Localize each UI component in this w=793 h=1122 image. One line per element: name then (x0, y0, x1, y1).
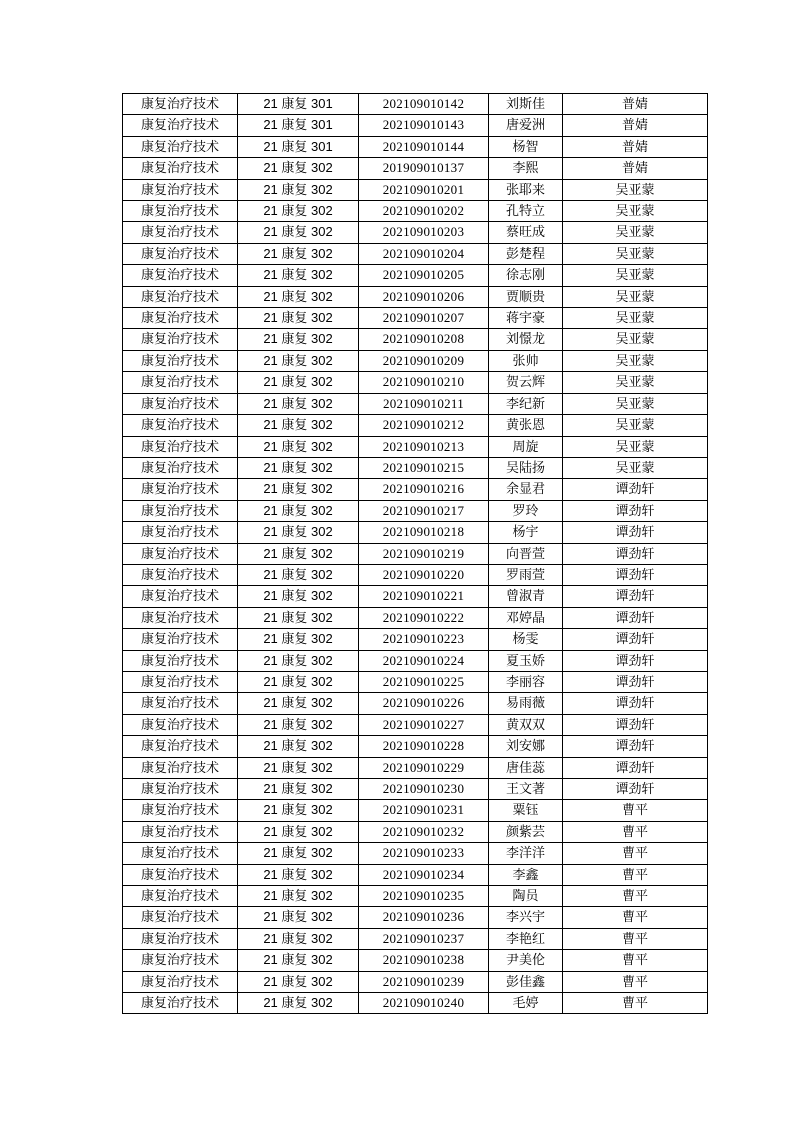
cell-student_id: 202109010143 (359, 115, 489, 136)
cell-name: 贾顺贵 (489, 286, 563, 307)
cell-major: 康复治疗技术 (123, 543, 238, 564)
table-row (123, 201, 708, 222)
cell-name: 王文著 (489, 779, 563, 800)
cell-name: 张耶来 (489, 179, 563, 200)
cell-name: 贺云辉 (489, 372, 563, 393)
cell-name: 毛婷 (489, 993, 563, 1014)
cell-student_id: 202109010209 (359, 350, 489, 371)
cell-major: 康复治疗技术 (123, 886, 238, 907)
table-row (123, 971, 708, 992)
table-row (123, 329, 708, 350)
cell-major: 康复治疗技术 (123, 500, 238, 521)
cell-class: 21 康复 302 (238, 522, 359, 543)
cell-major: 康复治疗技术 (123, 971, 238, 992)
table-row (123, 886, 708, 907)
table-row (123, 693, 708, 714)
cell-teacher: 普婧 (563, 94, 708, 115)
cell-teacher: 吴亚蒙 (563, 286, 708, 307)
cell-major: 康复治疗技术 (123, 136, 238, 157)
cell-name: 尹美伦 (489, 950, 563, 971)
cell-teacher: 谭劲轩 (563, 564, 708, 585)
cell-major: 康复治疗技术 (123, 393, 238, 414)
cell-teacher: 吴亚蒙 (563, 329, 708, 350)
cell-teacher: 吴亚蒙 (563, 265, 708, 286)
cell-student_id: 202109010224 (359, 650, 489, 671)
cell-student_id: 202109010230 (359, 779, 489, 800)
cell-name: 罗玲 (489, 500, 563, 521)
cell-teacher: 谭劲轩 (563, 543, 708, 564)
table-row (123, 265, 708, 286)
table-row (123, 243, 708, 264)
cell-class: 21 康复 302 (238, 286, 359, 307)
cell-major: 康复治疗技术 (123, 564, 238, 585)
cell-teacher: 吴亚蒙 (563, 179, 708, 200)
table-row (123, 372, 708, 393)
cell-student_id: 202109010225 (359, 671, 489, 692)
cell-major: 康复治疗技术 (123, 843, 238, 864)
cell-student_id: 202109010228 (359, 736, 489, 757)
table-row (123, 629, 708, 650)
cell-name: 蔡旺成 (489, 222, 563, 243)
cell-major: 康复治疗技术 (123, 436, 238, 457)
table-row (123, 564, 708, 585)
cell-student_id: 202109010232 (359, 821, 489, 842)
cell-name: 徐志刚 (489, 265, 563, 286)
cell-class: 21 康复 302 (238, 265, 359, 286)
cell-teacher: 曹平 (563, 950, 708, 971)
cell-class: 21 康复 302 (238, 586, 359, 607)
cell-teacher: 谭劲轩 (563, 522, 708, 543)
cell-teacher: 曹平 (563, 843, 708, 864)
cell-class: 21 康复 302 (238, 201, 359, 222)
cell-major: 康复治疗技术 (123, 950, 238, 971)
table-row (123, 308, 708, 329)
cell-class: 21 康复 302 (238, 886, 359, 907)
table-row (123, 779, 708, 800)
cell-name: 唐佳蕊 (489, 757, 563, 778)
cell-student_id: 202109010239 (359, 971, 489, 992)
cell-name: 夏玉娇 (489, 650, 563, 671)
cell-class: 21 康复 302 (238, 243, 359, 264)
cell-student_id: 202109010227 (359, 714, 489, 735)
cell-class: 21 康复 302 (238, 650, 359, 671)
cell-name: 刘安娜 (489, 736, 563, 757)
cell-class: 21 康复 302 (238, 928, 359, 949)
cell-student_id: 202109010202 (359, 201, 489, 222)
table-row (123, 479, 708, 500)
roster-body (123, 94, 708, 1014)
cell-major: 康复治疗技术 (123, 586, 238, 607)
cell-student_id: 202109010206 (359, 286, 489, 307)
cell-teacher: 普婧 (563, 136, 708, 157)
cell-name: 李熙 (489, 158, 563, 179)
cell-major: 康复治疗技术 (123, 115, 238, 136)
cell-name: 邓婷晶 (489, 607, 563, 628)
cell-class: 21 康复 302 (238, 714, 359, 735)
cell-class: 21 康复 302 (238, 993, 359, 1014)
cell-name: 张帅 (489, 350, 563, 371)
table-row (123, 457, 708, 478)
cell-major: 康复治疗技术 (123, 522, 238, 543)
cell-student_id: 202109010203 (359, 222, 489, 243)
cell-teacher: 吴亚蒙 (563, 201, 708, 222)
cell-name: 杨雯 (489, 629, 563, 650)
cell-major: 康复治疗技术 (123, 779, 238, 800)
cell-student_id: 202109010223 (359, 629, 489, 650)
table-row (123, 415, 708, 436)
cell-name: 唐爱洲 (489, 115, 563, 136)
cell-student_id: 202109010208 (359, 329, 489, 350)
cell-major: 康复治疗技术 (123, 329, 238, 350)
cell-teacher: 谭劲轩 (563, 500, 708, 521)
cell-name: 彭楚程 (489, 243, 563, 264)
cell-class: 21 康复 302 (238, 457, 359, 478)
cell-teacher: 吴亚蒙 (563, 415, 708, 436)
cell-teacher: 吴亚蒙 (563, 372, 708, 393)
table-row (123, 843, 708, 864)
cell-class: 21 康复 302 (238, 543, 359, 564)
cell-major: 康复治疗技术 (123, 372, 238, 393)
table-row (123, 907, 708, 928)
cell-student_id: 201909010137 (359, 158, 489, 179)
table-row (123, 714, 708, 735)
cell-name: 颜紫芸 (489, 821, 563, 842)
table-row (123, 671, 708, 692)
cell-name: 周旋 (489, 436, 563, 457)
table-row (123, 522, 708, 543)
table-row (123, 543, 708, 564)
table-row (123, 286, 708, 307)
cell-student_id: 202109010204 (359, 243, 489, 264)
cell-major: 康复治疗技术 (123, 479, 238, 500)
cell-class: 21 康复 302 (238, 393, 359, 414)
cell-major: 康复治疗技术 (123, 928, 238, 949)
cell-major: 康复治疗技术 (123, 222, 238, 243)
cell-class: 21 康复 302 (238, 607, 359, 628)
cell-teacher: 曹平 (563, 928, 708, 949)
cell-major: 康复治疗技术 (123, 201, 238, 222)
cell-major: 康复治疗技术 (123, 629, 238, 650)
table-row (123, 350, 708, 371)
cell-class: 21 康复 302 (238, 800, 359, 821)
cell-name: 蒋宇豪 (489, 308, 563, 329)
cell-name: 黄双双 (489, 714, 563, 735)
cell-student_id: 202109010216 (359, 479, 489, 500)
table-row (123, 586, 708, 607)
table-row (123, 436, 708, 457)
cell-teacher: 谭劲轩 (563, 714, 708, 735)
cell-student_id: 202109010205 (359, 265, 489, 286)
cell-name: 刘斯佳 (489, 94, 563, 115)
cell-class: 21 康复 302 (238, 864, 359, 885)
cell-student_id: 202109010213 (359, 436, 489, 457)
table-row (123, 864, 708, 885)
cell-class: 21 康复 302 (238, 671, 359, 692)
cell-student_id: 202109010142 (359, 94, 489, 115)
cell-name: 杨智 (489, 136, 563, 157)
cell-student_id: 202109010212 (359, 415, 489, 436)
cell-teacher: 曹平 (563, 800, 708, 821)
cell-teacher: 谭劲轩 (563, 586, 708, 607)
cell-class: 21 康复 302 (238, 308, 359, 329)
cell-major: 康复治疗技术 (123, 94, 238, 115)
cell-class: 21 康复 302 (238, 779, 359, 800)
cell-major: 康复治疗技术 (123, 757, 238, 778)
cell-student_id: 202109010236 (359, 907, 489, 928)
cell-major: 康复治疗技术 (123, 671, 238, 692)
cell-major: 康复治疗技术 (123, 457, 238, 478)
cell-class: 21 康复 302 (238, 479, 359, 500)
table-row (123, 607, 708, 628)
cell-name: 刘憬龙 (489, 329, 563, 350)
cell-class: 21 康复 302 (238, 757, 359, 778)
cell-teacher: 曹平 (563, 993, 708, 1014)
cell-name: 孔特立 (489, 201, 563, 222)
cell-major: 康复治疗技术 (123, 350, 238, 371)
table-row (123, 179, 708, 200)
cell-teacher: 吴亚蒙 (563, 457, 708, 478)
cell-class: 21 康复 302 (238, 372, 359, 393)
cell-class: 21 康复 302 (238, 564, 359, 585)
cell-major: 康复治疗技术 (123, 714, 238, 735)
cell-student_id: 202109010218 (359, 522, 489, 543)
cell-major: 康复治疗技术 (123, 993, 238, 1014)
cell-student_id: 202109010229 (359, 757, 489, 778)
cell-student_id: 202109010219 (359, 543, 489, 564)
cell-student_id: 202109010234 (359, 864, 489, 885)
cell-name: 杨宇 (489, 522, 563, 543)
cell-student_id: 202109010238 (359, 950, 489, 971)
cell-teacher: 谭劲轩 (563, 693, 708, 714)
cell-name: 易雨薇 (489, 693, 563, 714)
cell-teacher: 谭劲轩 (563, 757, 708, 778)
cell-teacher: 谭劲轩 (563, 736, 708, 757)
cell-name: 李鑫 (489, 864, 563, 885)
cell-name: 彭佳鑫 (489, 971, 563, 992)
cell-major: 康复治疗技术 (123, 308, 238, 329)
cell-major: 康复治疗技术 (123, 179, 238, 200)
cell-name: 黄张恩 (489, 415, 563, 436)
table-row (123, 115, 708, 136)
cell-teacher: 谭劲轩 (563, 607, 708, 628)
cell-teacher: 吴亚蒙 (563, 222, 708, 243)
cell-major: 康复治疗技术 (123, 286, 238, 307)
cell-name: 李纪新 (489, 393, 563, 414)
cell-student_id: 202109010207 (359, 308, 489, 329)
cell-teacher: 谭劲轩 (563, 650, 708, 671)
cell-name: 向晋萱 (489, 543, 563, 564)
cell-student_id: 202109010210 (359, 372, 489, 393)
cell-teacher: 吴亚蒙 (563, 308, 708, 329)
cell-class: 21 康复 302 (238, 500, 359, 521)
cell-class: 21 康复 301 (238, 115, 359, 136)
cell-name: 吴陆扬 (489, 457, 563, 478)
cell-teacher: 曹平 (563, 971, 708, 992)
cell-major: 康复治疗技术 (123, 821, 238, 842)
cell-major: 康复治疗技术 (123, 907, 238, 928)
cell-major: 康复治疗技术 (123, 158, 238, 179)
cell-major: 康复治疗技术 (123, 864, 238, 885)
cell-name: 余显君 (489, 479, 563, 500)
cell-class: 21 康复 302 (238, 843, 359, 864)
table-row (123, 950, 708, 971)
cell-teacher: 曹平 (563, 886, 708, 907)
cell-name: 罗雨萱 (489, 564, 563, 585)
cell-teacher: 谭劲轩 (563, 779, 708, 800)
cell-class: 21 康复 302 (238, 350, 359, 371)
cell-major: 康复治疗技术 (123, 736, 238, 757)
cell-class: 21 康复 302 (238, 736, 359, 757)
cell-major: 康复治疗技术 (123, 243, 238, 264)
table-row (123, 993, 708, 1014)
table-row (123, 757, 708, 778)
cell-student_id: 202109010211 (359, 393, 489, 414)
table-row (123, 736, 708, 757)
cell-class: 21 康复 302 (238, 629, 359, 650)
cell-teacher: 谭劲轩 (563, 629, 708, 650)
cell-teacher: 吴亚蒙 (563, 350, 708, 371)
cell-class: 21 康复 302 (238, 222, 359, 243)
cell-class: 21 康复 302 (238, 158, 359, 179)
table-row (123, 94, 708, 115)
cell-name: 李丽容 (489, 671, 563, 692)
cell-class: 21 康复 302 (238, 693, 359, 714)
cell-student_id: 202109010217 (359, 500, 489, 521)
cell-class: 21 康复 301 (238, 94, 359, 115)
cell-major: 康复治疗技术 (123, 607, 238, 628)
cell-student_id: 202109010235 (359, 886, 489, 907)
table-row (123, 136, 708, 157)
cell-student_id: 202109010222 (359, 607, 489, 628)
cell-name: 粟钰 (489, 800, 563, 821)
cell-student_id: 202109010215 (359, 457, 489, 478)
cell-teacher: 吴亚蒙 (563, 393, 708, 414)
table-row (123, 928, 708, 949)
cell-class: 21 康复 302 (238, 950, 359, 971)
cell-student_id: 202109010201 (359, 179, 489, 200)
cell-name: 曾淑青 (489, 586, 563, 607)
cell-student_id: 202109010220 (359, 564, 489, 585)
cell-major: 康复治疗技术 (123, 415, 238, 436)
cell-class: 21 康复 302 (238, 415, 359, 436)
table-row (123, 158, 708, 179)
cell-major: 康复治疗技术 (123, 800, 238, 821)
cell-name: 陶员 (489, 886, 563, 907)
cell-class: 21 康复 302 (238, 971, 359, 992)
cell-teacher: 普婧 (563, 115, 708, 136)
table-row (123, 393, 708, 414)
cell-student_id: 202109010237 (359, 928, 489, 949)
cell-major: 康复治疗技术 (123, 693, 238, 714)
table-row (123, 500, 708, 521)
table-row (123, 821, 708, 842)
cell-teacher: 普婧 (563, 158, 708, 179)
table-row (123, 650, 708, 671)
cell-student_id: 202109010226 (359, 693, 489, 714)
cell-class: 21 康复 302 (238, 329, 359, 350)
cell-class: 21 康复 302 (238, 179, 359, 200)
cell-student_id: 202109010231 (359, 800, 489, 821)
cell-name: 李艳红 (489, 928, 563, 949)
cell-teacher: 曹平 (563, 821, 708, 842)
cell-class: 21 康复 302 (238, 907, 359, 928)
cell-student_id: 202109010221 (359, 586, 489, 607)
cell-teacher: 曹平 (563, 907, 708, 928)
cell-class: 21 康复 302 (238, 436, 359, 457)
cell-major: 康复治疗技术 (123, 650, 238, 671)
cell-teacher: 曹平 (563, 864, 708, 885)
cell-teacher: 谭劲轩 (563, 671, 708, 692)
cell-teacher: 谭劲轩 (563, 479, 708, 500)
student-roster-table (122, 93, 708, 1014)
cell-teacher: 吴亚蒙 (563, 243, 708, 264)
cell-name: 李洋洋 (489, 843, 563, 864)
cell-name: 李兴宇 (489, 907, 563, 928)
table-row (123, 222, 708, 243)
cell-major: 康复治疗技术 (123, 265, 238, 286)
cell-student_id: 202109010144 (359, 136, 489, 157)
cell-student_id: 202109010240 (359, 993, 489, 1014)
cell-class: 21 康复 302 (238, 821, 359, 842)
cell-student_id: 202109010233 (359, 843, 489, 864)
cell-class: 21 康复 301 (238, 136, 359, 157)
cell-teacher: 吴亚蒙 (563, 436, 708, 457)
table-row (123, 800, 708, 821)
